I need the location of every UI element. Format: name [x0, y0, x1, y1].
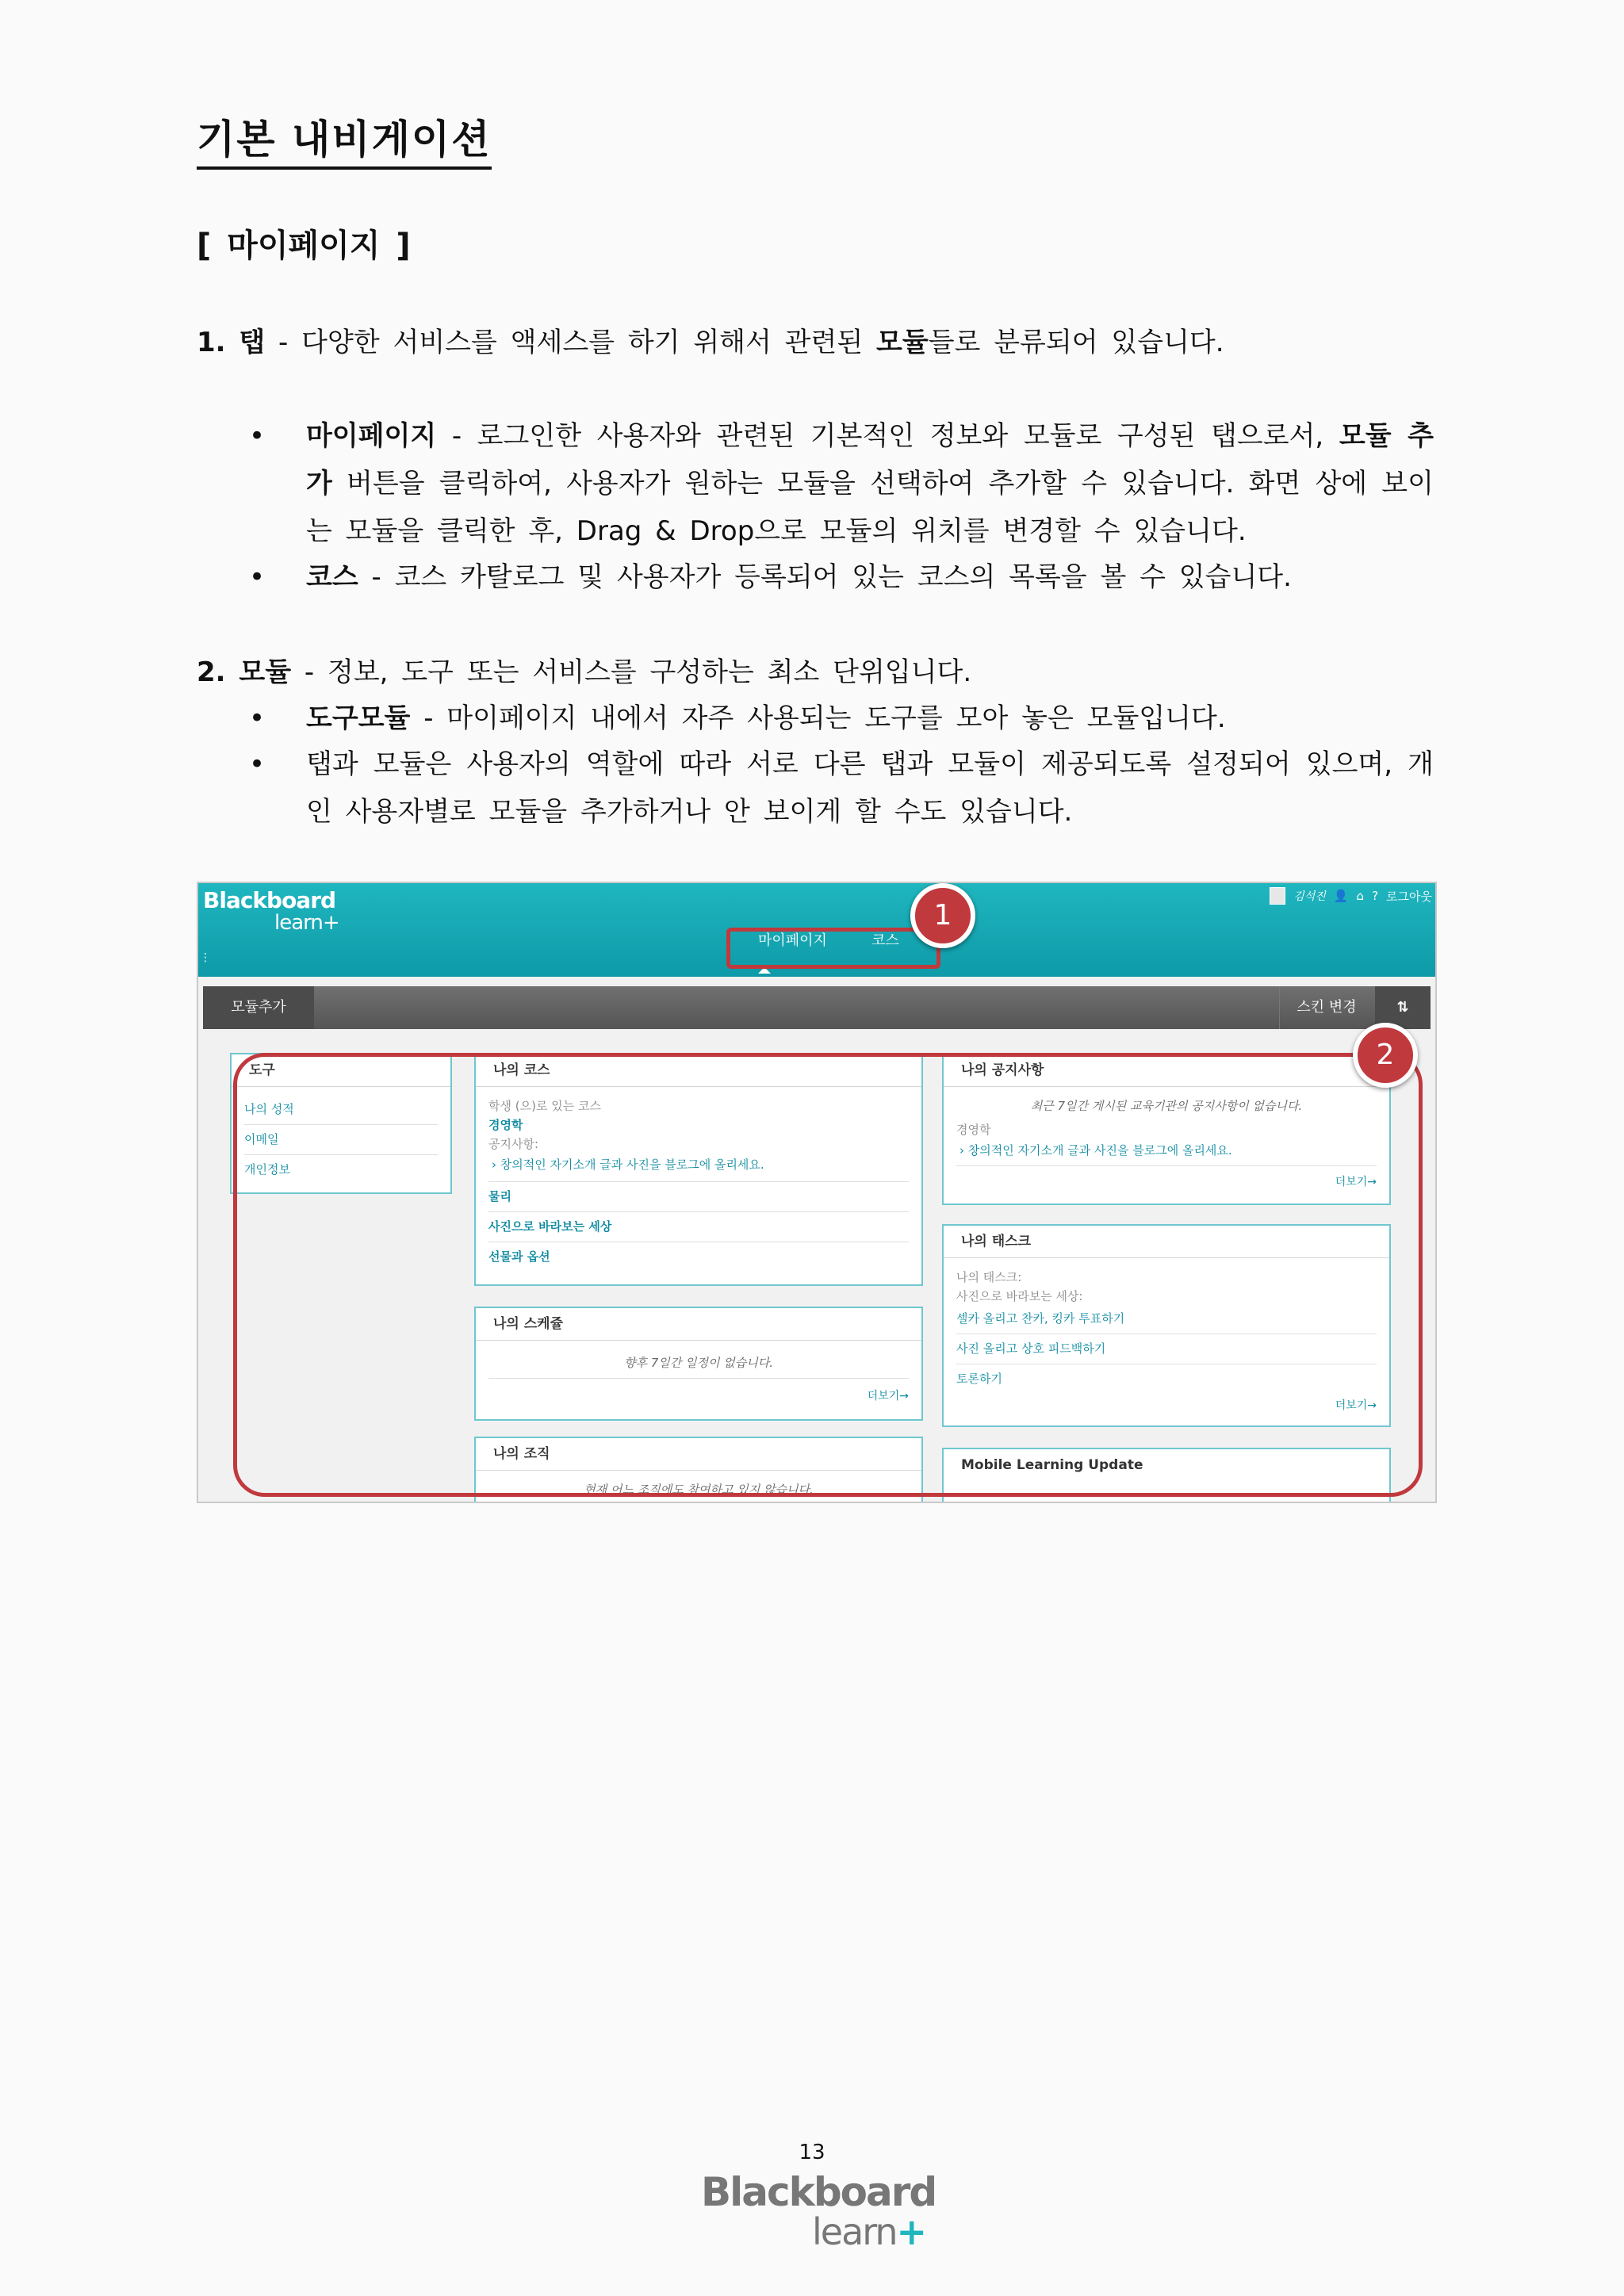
blackboard-screenshot — [197, 882, 1437, 1503]
tab-course[interactable]: 코스 — [871, 932, 899, 949]
logout-link[interactable]: 로그아웃 — [1386, 889, 1432, 904]
bullet-tool-module — [249, 695, 1434, 742]
bullet-mypage — [249, 412, 1434, 555]
more-link[interactable]: 더보기→ — [867, 1390, 909, 1402]
module-title[interactable]: 나의 태스크 — [944, 1226, 1389, 1258]
home-icon[interactable]: ⌂ — [1356, 889, 1365, 903]
skin-change-button[interactable]: 스킨 변경 — [1279, 986, 1373, 1029]
header-bar — [198, 883, 1435, 977]
tool-item[interactable]: 이메일 — [244, 1132, 279, 1146]
item-number: 1. — [197, 327, 226, 358]
bullet-icon: • — [249, 748, 266, 780]
avatar[interactable] — [1270, 887, 1285, 905]
module-title[interactable]: 나의 공지사항 — [944, 1054, 1389, 1087]
user-name[interactable]: 김석진 — [1293, 890, 1326, 903]
empty-message: 현재 어느 조직에도 참여하고 있지 않습니다. — [584, 1483, 814, 1497]
page-number: 13 — [799, 2141, 825, 2164]
module-title[interactable]: 나의 코스 — [476, 1054, 921, 1087]
tool-item[interactable]: 나의 성적 — [244, 1102, 294, 1116]
course-link[interactable]: 경영학 — [488, 1118, 523, 1132]
term: 도구모듈 — [306, 702, 411, 734]
bullet-tab-module-roles — [249, 740, 1434, 836]
term: 모듈 추가 — [306, 420, 1434, 499]
course-label: 경영학 — [956, 1123, 991, 1137]
module-toolbar — [203, 986, 1431, 1029]
empty-message: 향후 7일간 일정이 없습니다. — [623, 1356, 773, 1370]
student-label: 학생 (으)로 있는 코스 — [488, 1099, 601, 1113]
paragraph-tabs — [197, 319, 1224, 366]
term: 마이페이지 — [306, 420, 437, 452]
bullet-icon: • — [249, 561, 266, 593]
module-title[interactable]: 나의 조직 — [476, 1438, 921, 1471]
callout-badge-2: 2 — [1353, 1023, 1418, 1088]
page-title: 기본 내비게이션 — [197, 108, 492, 170]
item-number: 2. — [197, 656, 226, 688]
notice-link[interactable]: › 창의적인 자기소개 글과 사진을 블로그에 올리세요. — [959, 1143, 1232, 1158]
user-icon[interactable]: 👤 — [1333, 889, 1349, 903]
utility-bar — [1270, 886, 1432, 905]
empty-message: 최근 7일간 게시된 교육기관의 공지사항이 없습니다. — [1030, 1099, 1303, 1113]
tab-highlight-box — [726, 928, 940, 969]
bullet-icon: • — [249, 420, 266, 452]
more-link[interactable]: 더보기→ — [1335, 1399, 1377, 1412]
sort-icon[interactable]: ⇅ — [1375, 986, 1431, 1029]
text: - 마이페이지 내에서 자주 사용되는 도구를 모아 놓은 모듈입니다. — [410, 702, 1226, 734]
module-title[interactable]: Mobile Learning Update — [961, 1457, 1143, 1473]
text: 버튼을 클릭하여, 사용자가 원하는 모듈을 선택하여 추가할 수 있습니다. 화면 상에 보이는 모듈을 클릭한 후, Drag & Drop으로 모듈의 위치를 변경할 수 있습니다. — [306, 468, 1434, 547]
task-label: 나의 태스크: — [956, 1270, 1022, 1284]
add-module-button[interactable]: 모듈추가 — [203, 986, 314, 1029]
more-link[interactable]: 더보기→ — [1335, 1176, 1377, 1188]
footer-logo: Blackboard learn+ — [701, 2169, 936, 2253]
course-link[interactable]: 물리 — [488, 1189, 511, 1203]
text: - 정보, 도구 또는 서비스를 구성하는 최소 단위입니다. — [291, 656, 972, 688]
text: 탭과 모듈은 사용자의 역할에 따라 서로 다른 탭과 모듈이 제공되도록 설정되어 있으며, 개인 사용자별로 모듈을 추가하거나 안 보이게 할 수도 있습니다. — [306, 748, 1434, 828]
bullet-icon: • — [249, 702, 266, 734]
text: - 코스 카탈로그 및 사용자가 등록되어 있는 코스의 목록을 볼 수 있습니다. — [358, 561, 1292, 593]
notice-label: 공지사항: — [488, 1137, 539, 1151]
course-link[interactable]: 선물과 옵션 — [488, 1249, 550, 1264]
term-tab: 탭 — [239, 327, 266, 358]
tab-mypage[interactable]: 마이페이지 — [726, 929, 827, 950]
text: - 다양한 서비스를 액세스를 하기 위해서 관련된 — [265, 327, 877, 358]
term: 코스 — [306, 561, 358, 593]
term-module: 모듈 — [876, 327, 929, 358]
task-course-label: 사진으로 바라보는 세상: — [956, 1289, 1083, 1303]
module-title[interactable]: 도구 — [232, 1054, 450, 1087]
term-module: 모듈 — [239, 656, 292, 688]
paragraph-modules — [197, 649, 971, 696]
task-link[interactable]: 사진 올리고 상호 피드백하기 — [956, 1341, 1106, 1356]
text: - 로그인한 사용자와 관련된 기본적인 정보와 모듈로 구성된 탭으로서, — [436, 420, 1339, 452]
modules-highlight-box — [233, 1053, 1423, 1497]
text: 들로 분류되어 있습니다. — [928, 327, 1224, 358]
notice-link[interactable]: › 창의적인 자기소개 글과 사진을 블로그에 올리세요. — [492, 1158, 764, 1172]
task-link[interactable]: 토론하기 — [956, 1372, 1002, 1386]
grip-icon: ⋮ — [200, 951, 211, 964]
help-icon[interactable]: ? — [1372, 889, 1379, 903]
task-link[interactable]: 셀카 올리고 찬카, 킹카 투표하기 — [956, 1311, 1125, 1326]
tool-item[interactable]: 개인정보 — [244, 1162, 290, 1177]
callout-badge-1: 1 — [910, 883, 975, 948]
course-link[interactable]: 사진으로 바라보는 세상 — [488, 1219, 612, 1234]
module-title[interactable]: 나의 스케쥴 — [476, 1308, 921, 1341]
blackboard-logo: Blackboard learn+ — [203, 887, 339, 935]
section-heading: [ 마이페이지 ] — [197, 228, 411, 264]
bullet-course — [249, 553, 1434, 601]
